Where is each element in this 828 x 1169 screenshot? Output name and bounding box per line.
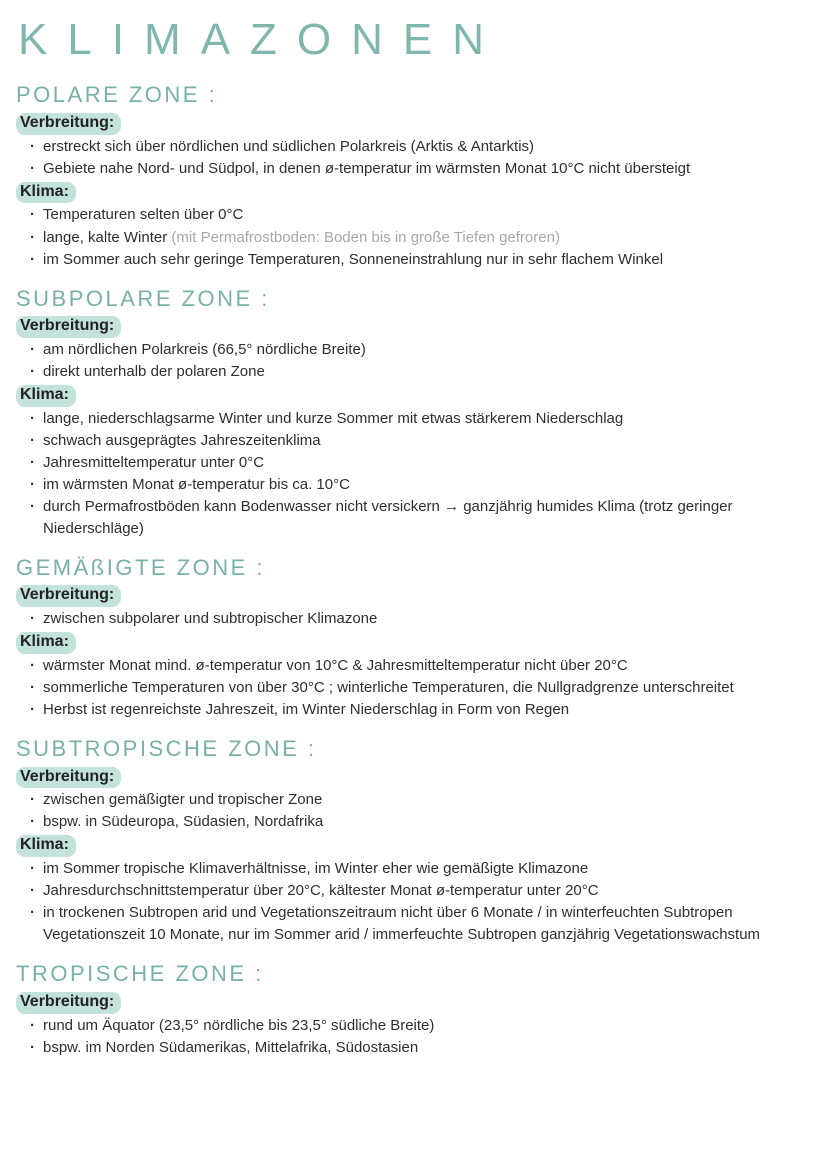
highlighted-label: Klima: <box>16 385 76 407</box>
section <box>16 286 808 540</box>
list-item <box>16 204 808 226</box>
bullet-dot: · <box>30 340 35 358</box>
list-item <box>16 339 808 361</box>
highlighted-label: Klima: <box>16 632 76 654</box>
item-text: durch Permafrostböden kann Bodenwasser nicht versickern → ganzjährig humides Klima (trotz geringer Niederschläge) <box>43 497 733 537</box>
item-text: bspw. in Südeuropa, Südasien, Nordafrika <box>43 813 324 831</box>
gray-note: (mit Permafrostboden: Boden bis in große Tiefen gefroren) <box>171 228 560 246</box>
section <box>16 82 808 270</box>
list-item <box>16 158 808 180</box>
bullet-dot: · <box>30 610 35 628</box>
highlighted-label: Klima: <box>16 182 76 204</box>
item-text: lange, niederschlagsarme Winter und kurze Sommer mit etwas stärkerem Niederschlag <box>43 409 624 427</box>
bullet-list <box>16 408 808 540</box>
sections-container <box>16 82 808 1058</box>
list-item <box>16 608 808 630</box>
list-item <box>16 361 808 383</box>
item-text: im Sommer auch sehr geringe Temperaturen, Sonneneinstrahlung nur in sehr flachem Winkel <box>43 250 664 268</box>
item-text-wrap <box>43 136 808 158</box>
list-item <box>16 227 808 249</box>
item-text: rund um Äquator (23,5° nördliche bis 23,5° südliche Breite) <box>43 1016 435 1034</box>
item-text: im Sommer tropische Klimaverhältnisse, im Winter eher wie gemäßigte Klimazone <box>43 860 589 878</box>
list-item <box>16 880 808 902</box>
item-text: direkt unterhalb der polaren Zone <box>43 362 265 380</box>
list-item <box>16 496 808 540</box>
item-text: in trockenen Subtropen arid und Vegetationszeitraum nicht über 6 Monate / in winterfeuchten Subtropen Vegetationszeit 10 Monate, nur im Sommer arid / immerfeuchte Subtropen ganzjährig Vegetationswachstum <box>43 904 761 944</box>
item-text-wrap <box>43 677 808 699</box>
item-text-wrap <box>43 408 808 430</box>
list-item <box>16 902 808 946</box>
bullet-dot: · <box>30 791 35 809</box>
item-text-wrap <box>43 1037 808 1059</box>
list-item <box>16 811 808 833</box>
section <box>16 555 808 721</box>
item-text: Herbst ist regenreichste Jahreszeit, im Winter Niederschlag in Form von Regen <box>43 701 570 719</box>
item-text: erstreckt sich über nördlichen und südlichen Polarkreis (Arktis & Antarktis) <box>43 137 535 155</box>
item-text-wrap <box>43 227 808 249</box>
item-text: Temperaturen selten über 0°C <box>43 206 244 224</box>
list-item <box>16 430 808 452</box>
bullet-list <box>16 1015 808 1059</box>
item-text-wrap <box>43 249 808 271</box>
section <box>16 961 808 1058</box>
bullet-dot: · <box>30 497 35 515</box>
block-label-row <box>16 385 808 407</box>
list-item <box>16 789 808 811</box>
item-text-wrap <box>43 474 808 496</box>
bullet-dot: · <box>30 1016 35 1034</box>
bullet-dot: · <box>30 228 35 246</box>
item-text-wrap <box>43 1015 808 1037</box>
bullet-list <box>16 339 808 383</box>
item-text-wrap <box>43 858 808 880</box>
list-item <box>16 677 808 699</box>
highlighted-label: Verbreitung: <box>16 992 121 1014</box>
bullet-dot: · <box>30 1038 35 1056</box>
list-item <box>16 474 808 496</box>
bullet-dot: · <box>30 137 35 155</box>
block-label-row <box>16 113 808 135</box>
item-text: sommerliche Temperaturen von über 30°C ; winterliche Temperaturen, die Nullgradgrenze unterschreitet <box>43 679 734 697</box>
list-item <box>16 1037 808 1059</box>
bullet-dot: · <box>30 431 35 449</box>
item-text: zwischen gemäßigter und tropischer Zone <box>43 791 323 809</box>
section-heading: GEMÄßIGTE ZONE : <box>16 554 266 580</box>
item-text-wrap <box>43 339 808 361</box>
section-heading: SUBTROPISCHE ZONE : <box>16 736 317 762</box>
item-text-wrap <box>43 430 808 452</box>
item-text: zwischen subpolarer und subtropischer Klimazone <box>43 610 378 628</box>
item-text: wärmster Monat mind. ø-temperatur von 10°C & Jahresmitteltemperatur nicht über 20°C <box>43 657 628 674</box>
bullet-dot: · <box>30 159 35 177</box>
highlighted-label: Klima: <box>16 835 76 857</box>
bullet-dot: · <box>30 409 35 427</box>
block-label-row <box>16 767 808 789</box>
item-text: bspw. im Norden Südamerikas, Mittelafrika, Südostasien <box>43 1038 419 1056</box>
bullet-dot: · <box>30 679 35 697</box>
bullet-dot: · <box>30 657 35 674</box>
section <box>16 736 808 946</box>
item-text: Jahresmitteltemperatur unter 0°C <box>43 453 265 471</box>
item-text: im wärmsten Monat ø-temperatur bis ca. 10°C <box>43 475 350 493</box>
item-text-wrap <box>43 811 808 833</box>
block-label-row <box>16 835 808 857</box>
item-text-wrap <box>43 789 808 811</box>
item-text-wrap <box>43 158 808 180</box>
highlighted-label: Verbreitung: <box>16 113 121 135</box>
item-text-wrap <box>43 608 808 630</box>
item-text-wrap <box>43 496 808 540</box>
list-item <box>16 408 808 430</box>
item-text: schwach ausgeprägtes Jahreszeitenklima <box>43 431 321 449</box>
bullet-dot: · <box>30 701 35 719</box>
bullet-dot: · <box>30 475 35 493</box>
block-label-row <box>16 632 808 654</box>
highlighted-label: Verbreitung: <box>16 767 121 789</box>
item-text: lange, kalte Winter <box>43 228 172 246</box>
item-text-wrap <box>43 361 808 383</box>
bullet-list <box>16 204 808 270</box>
bullet-dot: · <box>30 904 35 922</box>
block-label-row <box>16 182 808 204</box>
bullet-list <box>16 608 808 630</box>
bullet-dot: · <box>30 860 35 878</box>
bullet-dot: · <box>30 206 35 224</box>
item-text-wrap <box>43 699 808 721</box>
bullet-list <box>16 136 808 180</box>
list-item <box>16 655 808 677</box>
bullet-dot: · <box>30 250 35 268</box>
block-label-row <box>16 585 808 607</box>
bullet-list <box>16 655 808 721</box>
list-item <box>16 136 808 158</box>
bullet-list <box>16 858 808 946</box>
page-title: KLIMAZONEN <box>18 15 505 64</box>
list-item <box>16 249 808 271</box>
bullet-dot: · <box>30 813 35 831</box>
highlighted-label: Verbreitung: <box>16 585 121 607</box>
item-text-wrap <box>43 452 808 474</box>
item-text-wrap <box>43 204 808 226</box>
section-heading: POLARE ZONE : <box>16 82 218 108</box>
section-heading: SUBPOLARE ZONE : <box>16 285 270 311</box>
bullet-list <box>16 789 808 833</box>
block-label-row <box>16 316 808 338</box>
item-text-wrap <box>43 902 808 946</box>
item-text-wrap <box>43 655 808 677</box>
item-text: am nördlichen Polarkreis (66,5° nördliche Breite) <box>43 340 366 358</box>
block-label-row <box>16 992 808 1014</box>
section-heading: TROPISCHE ZONE : <box>16 961 264 987</box>
item-text-wrap <box>43 880 808 902</box>
item-text: Gebiete nahe Nord- und Südpol, in denen ø-temperatur im wärmsten Monat 10°C nicht übersteigt <box>43 159 691 177</box>
list-item <box>16 452 808 474</box>
bullet-dot: · <box>30 453 35 471</box>
list-item <box>16 858 808 880</box>
bullet-dot: · <box>30 882 35 900</box>
list-item <box>16 699 808 721</box>
bullet-dot: · <box>30 362 35 380</box>
item-text: Jahresdurchschnittstemperatur über 20°C, kältester Monat ø-temperatur unter 20°C <box>43 882 599 900</box>
list-item <box>16 1015 808 1037</box>
highlighted-label: Verbreitung: <box>16 316 121 338</box>
